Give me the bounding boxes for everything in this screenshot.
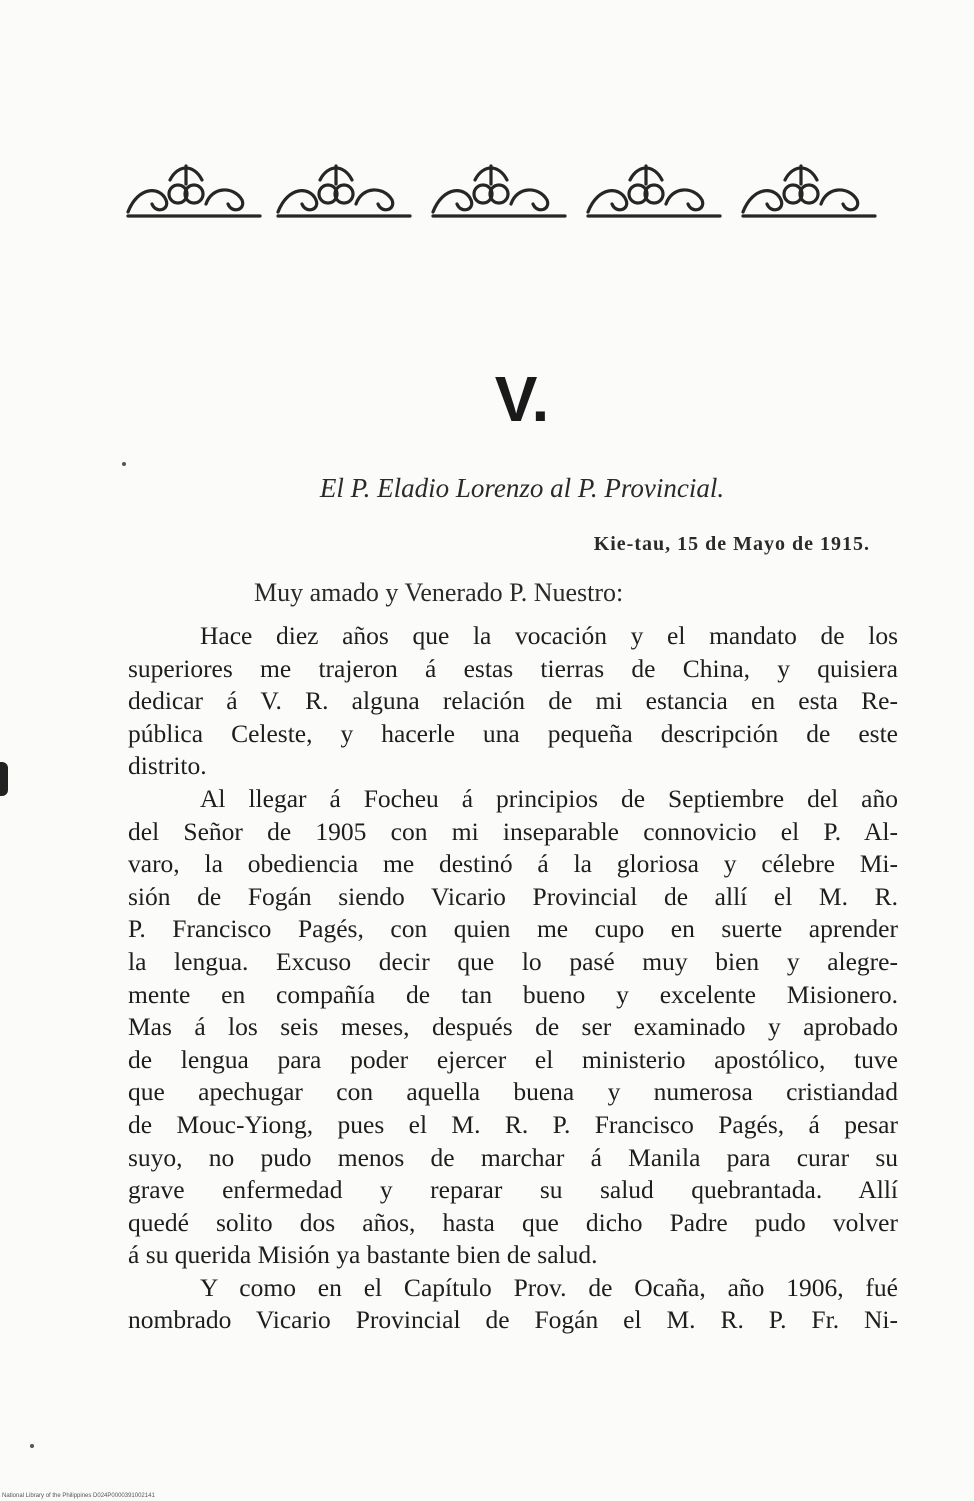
body-line: que apechugar con aquella buena y numerosa cristiandad — [128, 1077, 898, 1107]
body-line: nombrado Vicario Provincial de Fogán el M. R. P. Fr. Ni- — [128, 1305, 898, 1335]
body-line: de lengua para poder ejercer el ministerio apostólico, tuve — [128, 1044, 898, 1074]
body-line: P. Francisco Pagés, con quien me cupo en suerte aprender — [128, 914, 898, 944]
body-line: varo, la obediencia me destinó á la gloriosa y célebre Mi- — [128, 849, 898, 879]
body-line: Al llegar á Focheu á principios de Septiembre del año — [200, 783, 898, 813]
body-line: distrito. — [128, 751, 207, 781]
body-line: superiores me trajeron á estas tierras de China, y quisiera — [128, 653, 898, 683]
body-line: Hace diez años que la vocación y el mandato de los — [200, 621, 898, 650]
body-line: quedé solito dos años, hasta que dicho Padre pudo volver — [128, 1207, 898, 1237]
body-line: del Señor de 1905 con mi inseparable connovicio el P. Al- — [128, 816, 898, 846]
body-line: á su querida Misión ya bastante bien de salud. — [128, 1240, 598, 1270]
body-line: dedicar á V. R. alguna relación de mi estancia en esta Re- — [128, 686, 898, 716]
salutation: Muy amado y Venerado P. Nuestro: — [254, 578, 624, 607]
letter-body — [128, 620, 898, 1337]
page-edge-mark — [0, 762, 8, 796]
scan-footer: National Library of the Philippines D024P0000391002141 — [2, 1493, 155, 1499]
page-speck — [122, 462, 126, 466]
body-line: Mas á los seis meses, después de ser examinado y aprobado — [128, 1012, 898, 1042]
body-line: grave enfermedad y reparar su salud quebrantada. Allí — [128, 1175, 898, 1205]
body-line: mente en compañía de tan bueno y excelente Misionero. — [128, 979, 898, 1009]
body-line: suyo, no pudo menos de marchar á Manila para curar su — [128, 1142, 898, 1172]
letter-heading: El P. Eladio Lorenzo al P. Provincial. — [319, 473, 725, 503]
chapter-number: V. — [494, 363, 550, 435]
body-line: la lengua. Excuso decir que lo pasé muy bien y alegre- — [128, 946, 898, 976]
body-line: Y como en el Capítulo Prov. de Ocaña, año 1906, fué — [200, 1272, 898, 1302]
body-line: sión de Fogán siendo Vicario Provincial de allí el M. R. — [128, 881, 898, 911]
body-line: de Mouc-Yiong, pues el M. R. P. Francisco Pagés, á pesar — [128, 1109, 898, 1139]
dateline: Kie-tau, 15 de Mayo de 1915. — [593, 533, 870, 555]
page-speck — [30, 1444, 34, 1448]
body-line: pública Celeste, y hacerle una pequeña descripción de este — [128, 718, 898, 748]
floral-scroll-ornament-icon — [120, 156, 892, 222]
